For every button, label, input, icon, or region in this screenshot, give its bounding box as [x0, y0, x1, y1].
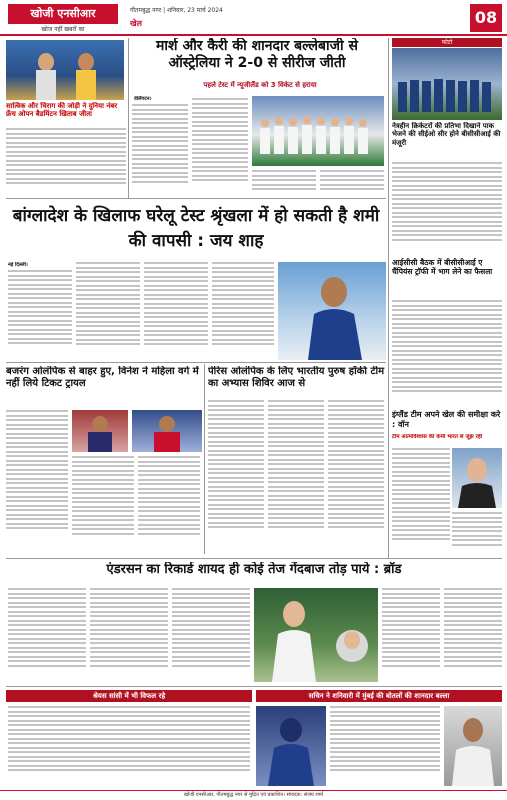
- lead-body-col2: [192, 98, 248, 194]
- blind-cricket-photo: [392, 48, 502, 120]
- hockey-body-col1: [208, 400, 264, 552]
- lead-headline: मार्श और कैरी की शानदार बल्लेबाजी से ऑस्ट्रेलिया ने 2-0 से सीरीज जीती: [156, 38, 358, 71]
- lead-column-label: वेलिंगटन।: [134, 96, 152, 102]
- bottom-left-bar: श्रेयस सांसी में भी विफल रहे: [6, 690, 252, 702]
- wrestler-icon: [132, 410, 202, 452]
- anderson-body-col2: [90, 588, 168, 682]
- anderson-body-col1: [8, 588, 86, 682]
- anderson-headline: एंडरसन का रिकार्ड शायद ही कोई तेज गेंदबाज तोड़ पाये : ब्रॉड: [106, 562, 402, 577]
- iyer-photo: [256, 706, 326, 786]
- column-divider: [128, 38, 129, 198]
- lead-body-col4: [320, 170, 384, 196]
- team-players-icon: [252, 96, 384, 166]
- row-divider: [6, 198, 386, 199]
- anderson-body-col3: [172, 588, 250, 682]
- main-body-col2: [76, 262, 140, 358]
- main-headline: बांग्लादेश के खिलाफ घरेलू टेस्ट श्रृंखला में हो सकती है शमी की वापसी : जय शाह: [12, 206, 380, 251]
- interview-body: [392, 448, 450, 554]
- row-divider: [6, 558, 502, 559]
- column-divider: [204, 364, 205, 554]
- lead-subheadline: पहले टेस्ट में न्यूजीलैंड को 3 विकेट से हराया: [203, 81, 317, 89]
- australia-team-photo: [252, 96, 384, 166]
- lead-body-col1: [132, 104, 188, 194]
- page-number: 08: [470, 4, 502, 32]
- person-portrait-icon: [452, 448, 502, 508]
- vaughan-photo: [452, 448, 502, 508]
- bottom-left-body: [8, 706, 250, 786]
- wrestler-photo-1: [72, 410, 128, 452]
- badminton-headline: सात्विक और चिराग की जोड़ी ने दुनिया नंबर फ्रेंच ओपन बैडमिंटन खिताब जीता: [6, 102, 118, 119]
- masthead-dateline: गौतमबुद्ध नगर | शनिवार, 23 मार्च 2024: [130, 7, 223, 14]
- main-body-col3: [144, 262, 208, 358]
- hockey-body-col2: [268, 400, 324, 552]
- right-top-headline: नेत्रहीन क्रिकेटरों की प्रतिभा दिखाने पाक भेजने की सीईओ सीर होने बीसीसीआई की मंजूरी: [392, 122, 501, 147]
- interview-headline: इंग्लैंड टीम अपने खेल की समीक्षा करे : वॉन: [392, 410, 501, 429]
- badminton-photo: [6, 40, 124, 100]
- bowler-action-icon: [254, 588, 378, 682]
- sachin-photo: [444, 706, 502, 786]
- row-divider: [6, 686, 502, 687]
- masthead-tagline: खोज नहीं खबरों का: [41, 26, 85, 33]
- column-divider: [388, 38, 389, 558]
- bottom-right-bar: सचिन ने शनिवारी में मुंबई की बोतलों की शानदार बल्ला: [256, 690, 502, 702]
- bottom-right-body: [330, 706, 440, 786]
- main-body-col1: [8, 270, 72, 358]
- person-portrait-icon: [444, 706, 502, 786]
- wrestler-icon: [72, 410, 128, 452]
- wrestling-body-col3: [138, 456, 200, 550]
- wrestling-body-col1: [6, 410, 68, 550]
- interview-body-2: [452, 512, 502, 554]
- masthead: [0, 0, 507, 36]
- bowler-icon: [278, 262, 386, 360]
- row-divider: [6, 362, 386, 363]
- lead-body-col3: [252, 170, 316, 196]
- blind-cricket-team-icon: [392, 48, 502, 120]
- right-mid-headline: आईसीसी बैठक में बीसीसीआई ए चैंपियंस ट्रॉफी में भाग लेने का फैसला: [392, 258, 493, 276]
- hockey-headline: पेरिस ओलंपिक के लिए भारतीय पुरुष हॉकी टीम का अभ्यास शिविर आज से: [208, 366, 385, 389]
- wrestling-body-col2: [72, 456, 134, 550]
- masthead-logo: खोजी एनसीआर: [8, 4, 118, 24]
- main-body-col4: [212, 262, 274, 358]
- wrestler-photo-2: [132, 410, 202, 452]
- main-column-label: नई दिल्ली।: [8, 262, 28, 268]
- footer-imprint: खोजी एनसीआर, गौतमबुद्ध नगर से मुद्रित एवं प्रकाशित। संपादक: संजय शर्मा: [183, 792, 324, 798]
- anderson-body-col5: [444, 588, 502, 682]
- batsman-icon: [256, 706, 326, 786]
- interview-subheadline: टीम आत्मविश्वास की कमी भारत से जूझ रही: [392, 434, 483, 440]
- wrestling-headline: बजरंग ओलंपिक से बाहर हुए, विनेश ने महिला वर्ग में नहीं लिये टिकट ट्रायल: [6, 366, 199, 389]
- badminton-body: [6, 128, 126, 193]
- player-silhouettes-icon: [6, 40, 124, 100]
- masthead-section-label: खेल: [130, 19, 142, 28]
- hockey-body-col3: [328, 400, 384, 552]
- anderson-body-col4: [382, 588, 440, 682]
- right-top-body: [392, 162, 502, 254]
- shami-photo: [278, 262, 386, 360]
- page-footer: [0, 790, 507, 800]
- anderson-photo: [254, 588, 378, 682]
- right-mid-body: [392, 300, 502, 406]
- right-top-label: फोटो: [392, 38, 502, 47]
